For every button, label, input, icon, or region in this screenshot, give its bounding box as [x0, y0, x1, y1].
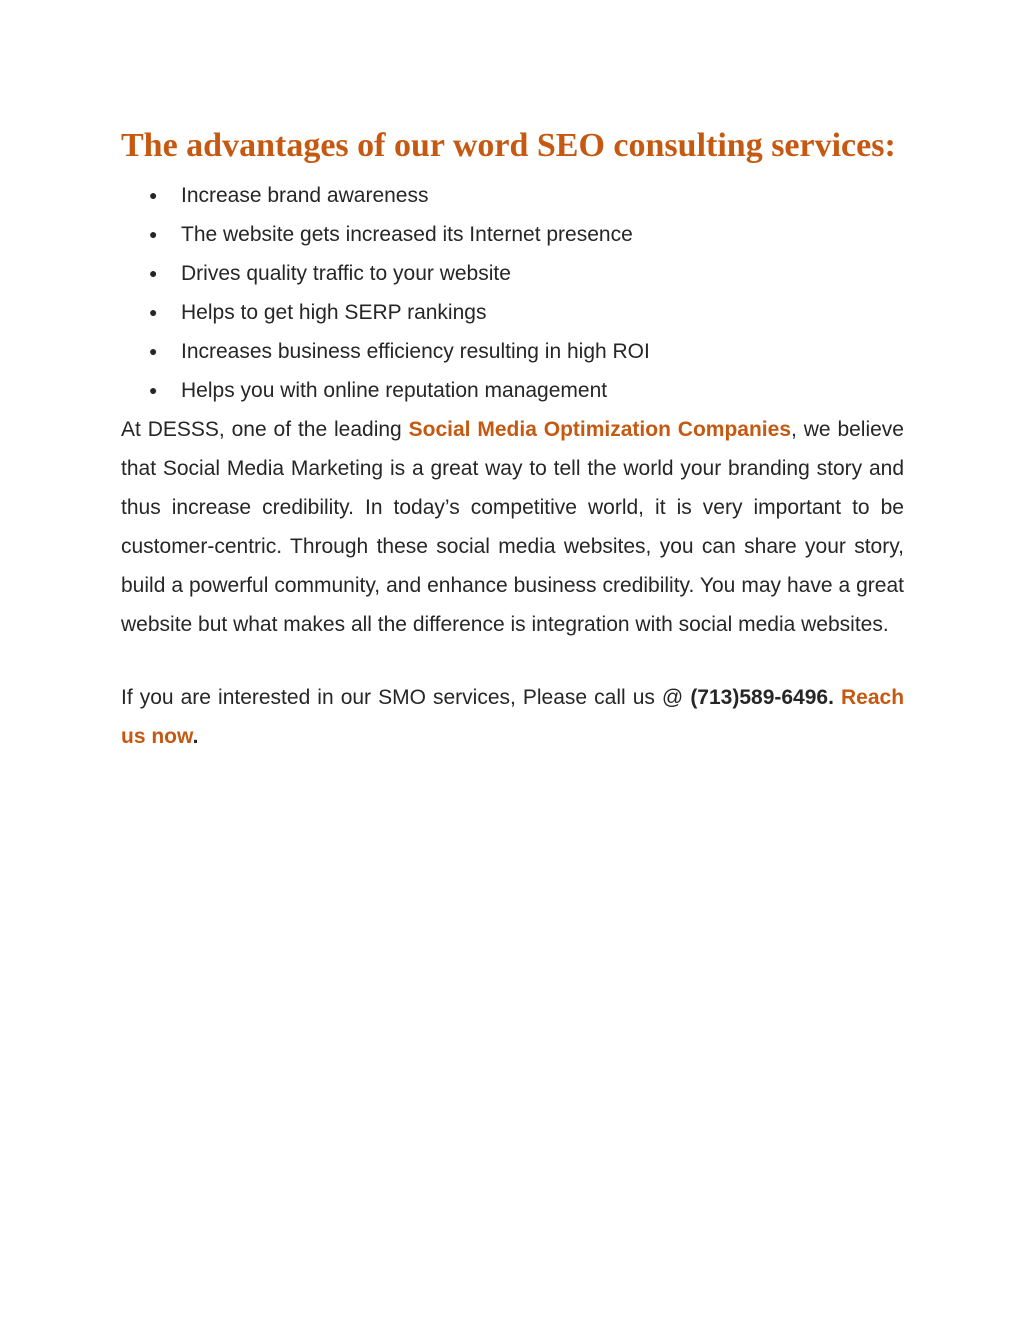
bullet-icon: ●: [149, 187, 158, 203]
bullet-icon: ●: [149, 226, 158, 242]
list-item: [121, 176, 904, 215]
list-item-text: Increases business efficiency resulting in high ROI: [181, 340, 650, 363]
contact-paragraph: [121, 678, 904, 756]
list-item: [121, 215, 904, 254]
intro-paragraph: [121, 410, 904, 644]
list-item-text: Increase brand awareness: [181, 184, 429, 207]
document-page: [121, 116, 904, 756]
list-item: [121, 371, 904, 410]
list-item-text: The website gets increased its Internet presence: [181, 223, 633, 246]
reach-us-link[interactable]: Reach us now: [121, 686, 905, 748]
list-item-text: Helps to get high SERP rankings: [181, 301, 487, 324]
bullet-icon: ●: [149, 265, 158, 281]
bullet-icon: ●: [149, 304, 158, 320]
bullet-icon: ●: [149, 343, 158, 359]
smo-companies-link[interactable]: Social Media Optimization Companies: [408, 418, 791, 441]
list-item: [121, 332, 904, 371]
list-item: [121, 254, 904, 293]
section-heading: The advantages of our word SEO consulting services:: [121, 127, 896, 164]
bullet-icon: ●: [149, 382, 158, 398]
paragraph-text: , we believe that Social Media Marketing is a great way to tell the world your branding story and thus increase credibility. In today’s competitive world, it is very important to be customer-centric. Through these social media websites, you can share your story, build a powerful community, and enhance business credibility. You may have a great website but what makes all the difference is integration with social media websites.: [121, 418, 904, 636]
advantages-list: [121, 176, 904, 410]
phone-number: (713)589-6496.: [690, 686, 834, 709]
spacer-text: [834, 686, 841, 709]
list-item-text: Helps you with online reputation management: [181, 379, 608, 402]
paragraph-text: If you are interested in our SMO services, Please call us @: [121, 686, 691, 709]
paragraph-text: At DESSS, one of the leading: [121, 418, 409, 441]
paragraph-end: .: [192, 725, 199, 748]
list-item-text: Drives quality traffic to your website: [181, 262, 511, 285]
list-item: [121, 293, 904, 332]
